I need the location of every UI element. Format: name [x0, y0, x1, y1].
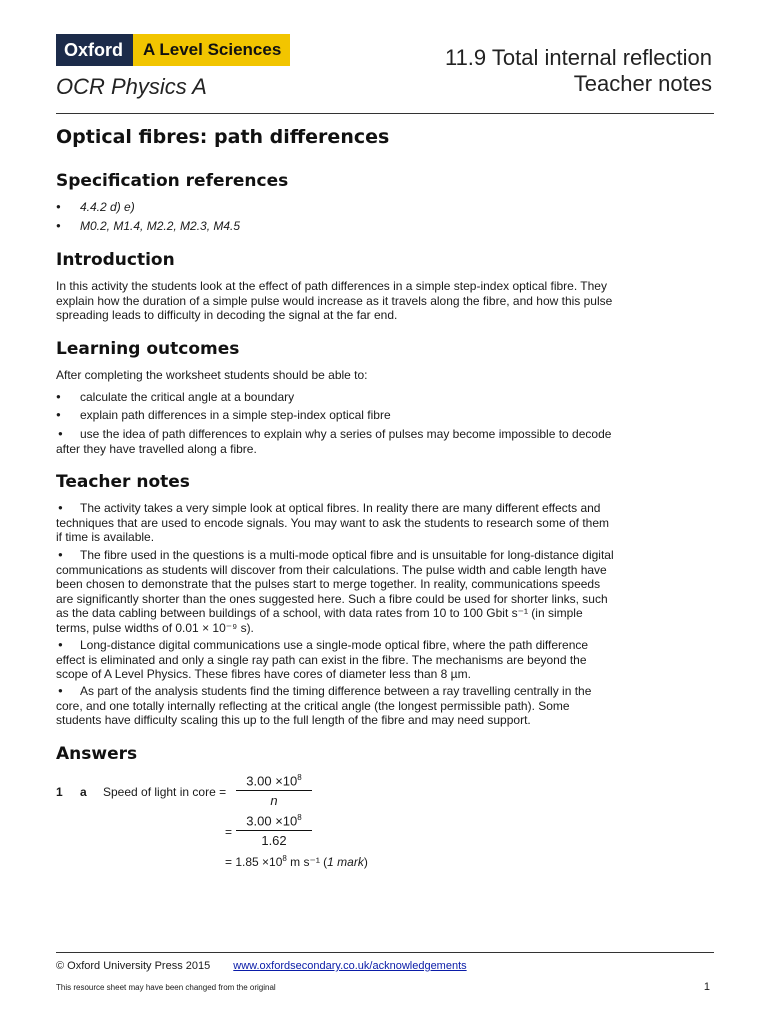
bullet-icon: ●	[58, 429, 63, 438]
bullet-icon: ●	[58, 640, 63, 649]
teacher-note: ● As part of the analysis students find the timing difference between a ray travelling centrally in the core, and one totally internally reflecting at the critical angle (the longest permissible path). Some students have difficulty scaling this up to the full length of the fibre and may need support.	[56, 684, 592, 727]
fraction-1: $3.00 \times 10^8$ n	[236, 773, 312, 808]
teacher-note: ● Long-distance digital communications use a single-mode optical fibre, where the path difference effect is eliminated and only a single ray path can exist in the fibre. The mechanisms are beyond the scope of A Level Physics. These fibres have cores of diameter less than 8 µm.	[56, 638, 589, 681]
question-number: 1	[56, 785, 63, 799]
page-header	[56, 34, 712, 114]
intro-text: In this activity the students look at the effect of path differences in a simple step-index optical fibre. They explain how the duration of a simple pulse would increase as it travels along the fibre, and how this pulse spreading leads to difficulty in decoding the signal at the far end.	[56, 279, 613, 322]
bullet-icon: ●	[58, 503, 63, 512]
footer-note: This resource sheet may have been changed from the original	[56, 983, 276, 992]
answer-label: Speed of light in core =	[103, 785, 227, 799]
question-part: a	[80, 785, 87, 799]
intro-heading: Introduction	[56, 250, 175, 270]
subject-title: OCR Physics A	[56, 74, 207, 99]
outcomes-lead: After completing the worksheet students should be able to:	[56, 368, 368, 382]
bullet-icon: ●	[58, 686, 63, 695]
bullet-icon: ●	[56, 392, 61, 401]
bullet-icon: ●	[56, 410, 61, 419]
oxford-logo	[56, 34, 290, 66]
logo-series: A Level Sciences	[133, 34, 290, 66]
bullet-icon: ●	[58, 550, 63, 559]
teacher-note: ● The activity takes a very simple look at optical fibres. In reality there are many different effects and techniques that are used to encode signals. You may want to ask the students to research some of them if time is available.	[56, 501, 610, 544]
outcomes-heading: Learning outcomes	[56, 339, 240, 359]
page-title: Optical fibres: path differences	[56, 126, 390, 148]
topic-line-2: Teacher notes	[573, 71, 712, 96]
teacher-note: ● The fibre used in the questions is a multi-mode optical fibre and is unsuitable for long-distance digital communications as students will discover from their calculations. The pulse width and cable length have been chosen to demonstrate that the pulses start to merge together. In reality, communications speeds are significantly shorter than the ones suggested here. Such a fibre could be used for shorter links, such as the data cabling between buildings of a school, with data rates from 10 to 100 Gbit s⁻¹ (in simple terms, pulse widths of 0.01 × 10⁻⁹ s).	[56, 548, 614, 635]
answers-heading: Answers	[56, 744, 138, 764]
header-divider	[56, 113, 714, 114]
logo-oxford: Oxford	[56, 34, 133, 66]
teacher-heading: Teacher notes	[56, 472, 190, 492]
bullet-icon: ●	[56, 221, 61, 230]
topic-line-1: 11.9 Total internal reflection	[444, 45, 712, 70]
footer	[56, 960, 467, 972]
equals-sign: =	[225, 825, 233, 839]
footer-divider	[56, 952, 714, 953]
bullet-icon: ●	[56, 202, 61, 211]
spec-heading: Specification references	[56, 171, 289, 191]
topic-title	[445, 45, 712, 97]
copyright: © Oxford University Press 2015	[56, 960, 211, 972]
outcome-item: ● use the idea of path differences to explain why a series of pulses may become impossible to decode after they have travelled along a fibre.	[56, 427, 612, 456]
fraction-2: $3.00 \times 10^8$ 1.62	[236, 813, 312, 848]
acknowledgements-link[interactable]: www.oxfordsecondary.co.uk/acknowledgements	[233, 960, 467, 972]
answer-result: = $1.85 \times 10^8$ m s⁻¹ (1 mark)	[225, 854, 368, 869]
page-number: 1	[703, 981, 710, 993]
